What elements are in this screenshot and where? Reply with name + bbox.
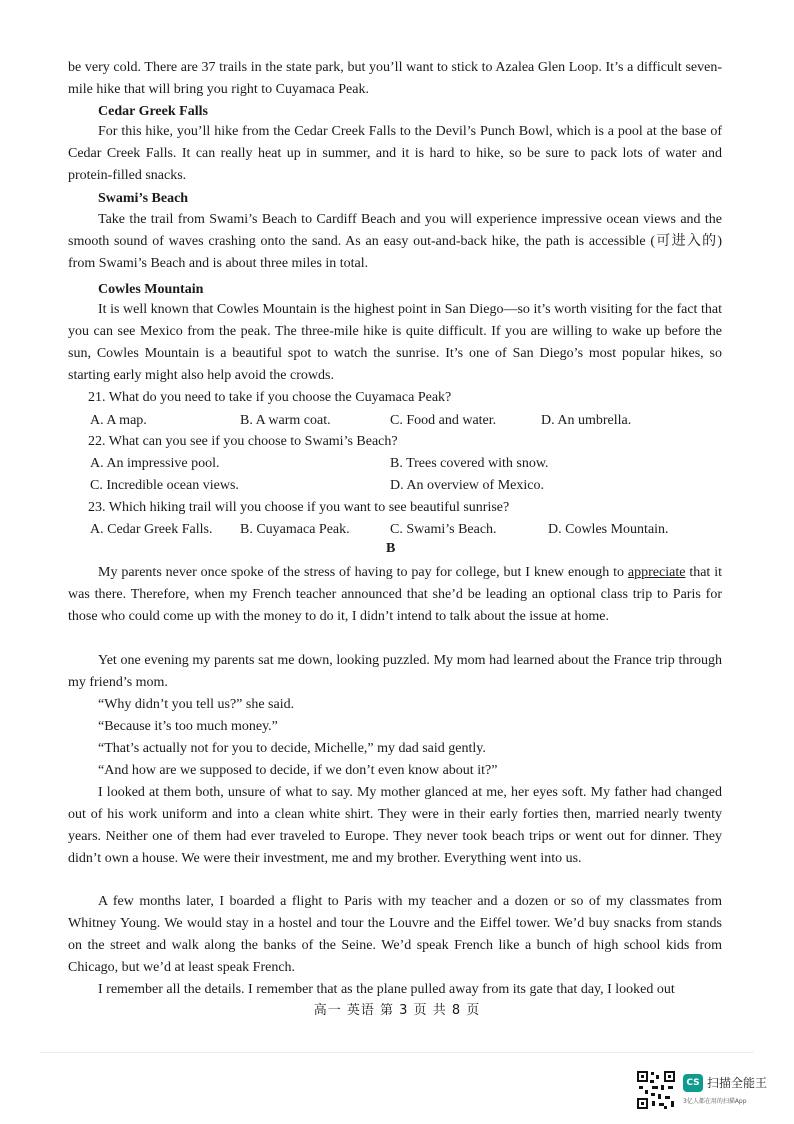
q21-option-c: C. Food and water.: [390, 413, 497, 428]
camscanner-title: 扫描全能王: [707, 1076, 768, 1090]
question-23: 23. Which hiking trail will you choose if you want to see beautiful sunrise?: [88, 500, 510, 515]
cowles-heading: Cowles Mountain: [98, 282, 204, 297]
question-22: 22. What can you see if you choose to Swami’s Beach?: [88, 434, 398, 449]
camscanner-logo: CS: [683, 1074, 703, 1092]
cedar-paragraph: For this hike, you’ll hike from the Cedar Creek Falls to the Devil’s Punch Bowl, which is a pool at the base of Cedar Creek Falls. It can really heat up in summer, and it is hard to hike, so be sure to pack lots of water and protein-filled snacks.: [68, 124, 722, 183]
qr-code-icon: [636, 1070, 676, 1110]
q21-option-b: B. A warm coat.: [240, 413, 331, 428]
cowles-paragraph: It is well known that Cowles Mountain is the highest point in San Diego—so it’s worth visiting for the fact that you can see Mexico from the peak. The three-mile hike is quite difficult. If you are willing to wake up before the sun, Cowles Mountain is a beautiful spot to watch the sunrise. It’s one of San Diego’s most popular hikes, so starting early might also help avoid the crowds.: [68, 302, 722, 383]
passage-b-paragraph-6: “And how are we supposed to decide, if we don’t even know about it?”: [98, 763, 498, 778]
intro-paragraph: be very cold. There are 37 trails in the state park, but you’ll want to stick to Azalea Glen Loop. It’s a difficult seven-mile hike that will bring you right to Cuyamaca Peak.: [68, 60, 722, 97]
q22-option-a: A. An impressive pool.: [90, 456, 220, 471]
camscanner-subtitle: 3亿人都在用的扫描App: [683, 1098, 747, 1105]
q23-option-a: A. Cedar Greek Falls.: [90, 522, 213, 537]
swami-heading: Swami’s Beach: [98, 191, 189, 206]
passage-b-paragraph-4: “Because it’s too much money.”: [98, 719, 278, 734]
passage-b-paragraph-5: “That’s actually not for you to decide, Michelle,” my dad said gently.: [98, 741, 486, 756]
passage-b-paragraph-7: I looked at them both, unsure of what to say. My mother glanced at me, her eyes soft. My father had changed out of his work uniform and into a clean white shirt. They were in their early forties then, married nearly twenty years. Neither one of them had ever traveled to Europe. They never took beach trips or went out for dinner. They didn’t own a house. We were their investment, me and my brother. Everything went into us.: [68, 785, 722, 866]
footer-divider: [40, 1052, 754, 1053]
q22-option-b: B. Trees covered with snow.: [390, 456, 549, 471]
q23-option-d: D. Cowles Mountain.: [548, 522, 669, 537]
passage-b-paragraph-3: “Why didn’t you tell us?” she said.: [98, 697, 295, 712]
question-21: 21. What do you need to take if you choose the Cuyamaca Peak?: [88, 390, 452, 405]
p1-start: My parents never once spoke of the stress of having to pay for college, but I knew enough to: [98, 565, 628, 580]
q22-option-d: D. An overview of Mexico.: [390, 478, 544, 493]
page-footer: 高一 英语 第 3 页 共 8 页: [313, 1003, 481, 1018]
section-b-label: B: [386, 541, 396, 556]
passage-b-paragraph-2: Yet one evening my parents sat me down, looking puzzled. My mom had learned about the France trip through my friend’s mom.: [68, 653, 722, 690]
swami-paragraph: Take the trail from Swami’s Beach to Cardiff Beach and you will experience impressive ocean views and the smooth sound of waves crashing onto the sand. As an easy out-and-back hike, the path is accessible (可进入的) from Swami’s Beach and is about three miles in total.: [68, 212, 722, 271]
passage-b-paragraph-1: [68, 562, 722, 628]
q23-option-b: B. Cuyamaca Peak.: [240, 522, 350, 537]
passage-b-paragraph-8: A few months later, I boarded a flight to Paris with my teacher and a dozen or so of my classmates from Whitney Young. We would stay in a hostel and tour the Louvre and the Eiffel tower. We’d buy snacks from stands on the street and walk along the banks of the Seine. We’d speak French like a bunch of high school kids from Chicago, but we’d at least speak French.: [68, 894, 722, 975]
cedar-heading: Cedar Greek Falls: [98, 104, 208, 119]
underlined-word: appreciate: [627, 565, 686, 580]
passage-b-paragraph-9: I remember all the details. I remember that as the plane pulled away from its gate that day, I looked out: [98, 982, 675, 997]
q21-option-d: D. An umbrella.: [541, 413, 632, 428]
q22-option-c: C. Incredible ocean views.: [90, 478, 239, 493]
p1-end: that it was there. Therefore, when my French teacher announced that she’d be leading an optional class trip to Paris for those who could come up with the money to do it, I didn’t intend to talk about the issue at home.: [68, 565, 722, 624]
q21-option-a: A. A map.: [90, 413, 147, 428]
q23-option-c: C. Swami’s Beach.: [390, 522, 497, 537]
